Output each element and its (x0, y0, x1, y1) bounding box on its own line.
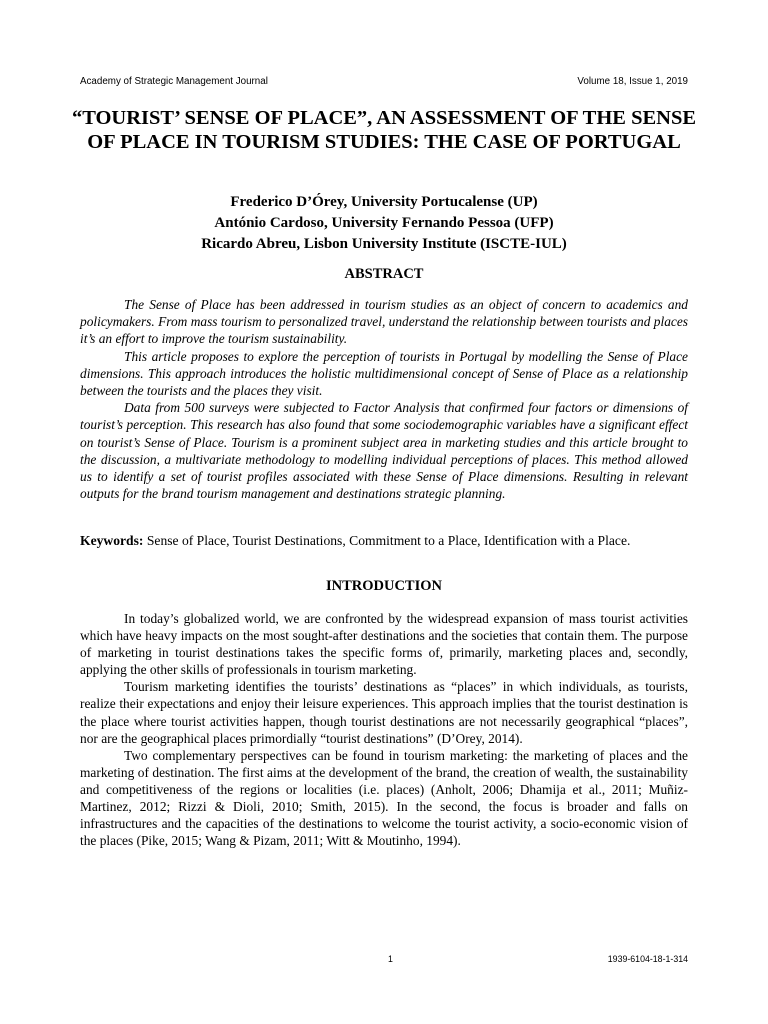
page-number: 1 (388, 954, 393, 964)
introduction-paragraph: Tourism marketing identifies the tourists’ destinations as “places” in which individuals, as tourists, realize their expectations and enjoy their leisure experiences. This approach implies that the tourist destination is the place where tourist activities happen, though tourist destinations are not necessarily geographical “places”, nor are the geographical places primordially “tourist destinations” (D’Orey, 2014). (80, 679, 688, 746)
keywords-text: Sense of Place, Tourist Destinations, Commitment to a Place, Identification with a Place. (146, 533, 631, 548)
author-line: António Cardoso, University Fernando Pessoa (UFP) (214, 215, 554, 231)
article-code: 1939-6104-18-1-314 (607, 954, 688, 964)
author-line: Ricardo Abreu, Lisbon University Institute (ISCTE-IUL) (201, 236, 567, 252)
introduction-body (80, 610, 688, 849)
volume-issue: Volume 18, Issue 1, 2019 (577, 76, 688, 87)
keywords-block (80, 532, 688, 549)
abstract-body (80, 296, 688, 502)
introduction-heading: INTRODUCTION (325, 578, 442, 594)
keywords-label: Keywords: (80, 533, 144, 548)
author-line: Frederico D’Órey, University Portucalense (UP) (230, 194, 538, 210)
abstract-paragraph: The Sense of Place has been addressed in tourism studies as an object of concern to academics and policymakers. From mass tourism to personalized travel, understand the relationship between tourists and places it’s an effort to improve the tourism sustainability. (80, 297, 688, 347)
abstract-paragraph: Data from 500 surveys were subjected to Factor Analysis that confirmed four factors or dimensions of tourist’s perception. This research has also found that some sociodemographic variables have a significant effect on tourist’s Sense of Place. Tourism is a prominent subject area in marketing studies and this article brought to the discussion, a multivariate methodology to modelling individual perceptions of places. This method allowed us to identify a set of tourist profiles associated with these Sense of Place dimensions. Resulting in relevant outputs for the brand tourism management and destinations strategic planning. (80, 400, 688, 502)
abstract-paragraph: This article proposes to explore the perception of tourists in Portugal by modelling the Sense of Place dimensions. This approach introduces the holistic multidimensional concept of Sense of Place as a relationship between the tourists and the places they visit. (80, 348, 688, 399)
introduction-paragraph: Two complementary perspectives can be found in tourism marketing: the marketing of places and the marketing of destination. The first aims at the development of the brand, the creation of wealth, the sustainability and competitiveness of the regions or localities (i.e. places) (Anholt, 2006; Dhamija et al., 2011; Muñiz-Martinez, 2012; Rizzi & Dioli, 2010; Smith, 2015). In the second, the focus is broader and falls on infrastructures and the capacities of the destinations to welcome the tourist activity, a socio-economic vision of the places (Pike, 2015; Wang & Pizam, 2011; Witt & Moutinho, 1994). (80, 747, 688, 849)
author-list (70, 192, 698, 255)
journal-name: Academy of Strategic Management Journal (80, 76, 268, 87)
running-header (80, 76, 688, 87)
abstract-heading: ABSTRACT (344, 266, 424, 282)
introduction-paragraph: In today’s globalized world, we are confronted by the widespread expansion of mass tourist activities which have heavy impacts on the most sought-after destinations and the societies that contain them. The purpose of marketing in tourist destinations takes the specific forms of, primarily, marketing places and, secondly, applying the other skills of professionals in tourism marketing. (80, 611, 688, 678)
paper-title: “TOURIST’ SENSE OF PLACE”, AN ASSESSMENT OF THE SENSE OF PLACE IN TOURISM STUDIES: THE CASE OF PORTUGAL (71, 107, 697, 153)
